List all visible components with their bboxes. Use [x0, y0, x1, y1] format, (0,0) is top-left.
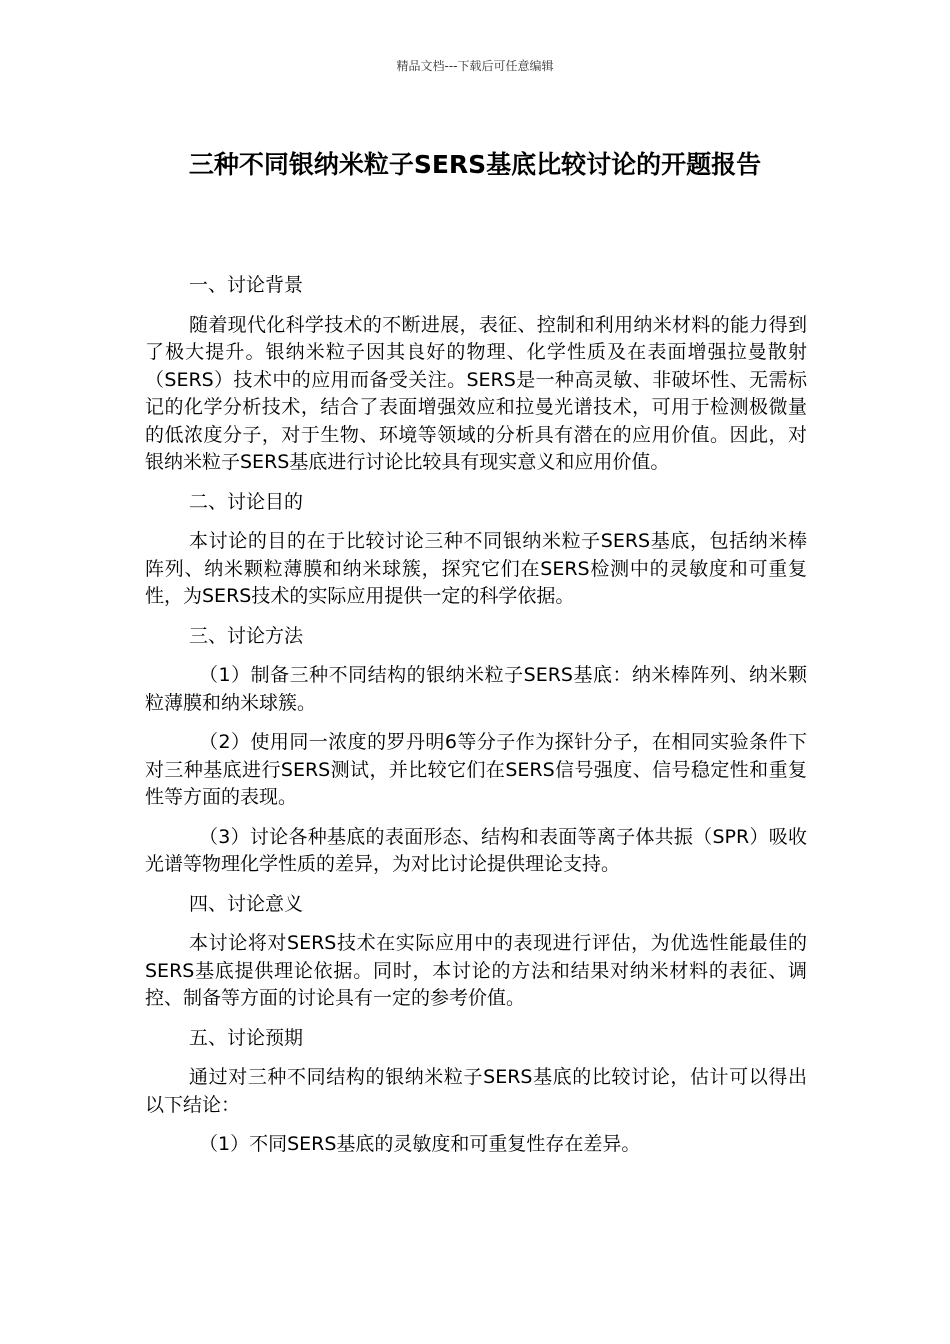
paragraph-background: 随着现代化科学技术的不断进展，表征、控制和利用纳米材料的能力得到了极大提升。银纳米粒子因其良好的物理、化学性质及在表面增强拉曼散射（SERS）技术中的应用而备受关注。SERS是一种高灵敏、非破坏性、无需标记的化学分析技术，结合了表面增强效应和拉曼光谱技术，可用于检测极微量的低浓度分子，对于生物、环境等领域的分析具有潜在的应用价值。因此，对银纳米粒子SERS基底进行讨论比较具有现实意义和应用价值。 [145, 313, 807, 473]
section-heading-expectation: 五、讨论预期 [189, 1026, 304, 1049]
section-heading-purpose: 二、讨论目的 [189, 490, 304, 513]
method-item-3: （3）讨论各种基底的表面形态、结构和表面等离子体共振（SPR）吸收光谱等物理化学性质的差异，为对比讨论提供理论支持。 [145, 825, 807, 875]
document-body [145, 272, 807, 1171]
section-heading-background: 一、讨论背景 [189, 274, 304, 296]
method-item-1: （1）制备三种不同结构的银纳米粒子SERS基底：纳米棒阵列、纳米颗粒薄膜和纳米球簇。 [145, 664, 807, 714]
method-item-2: （2）使用同一浓度的罗丹明6等分子作为探针分子，在相同实验条件下对三种基底进行SERS测试，并比较它们在SERS信号强度、信号稳定性和重复性等方面的表现。 [145, 731, 807, 808]
paragraph-significance: 本讨论将对SERS技术在实际应用中的表现进行评估，为优选性能最佳的SERS基底提供理论依据。同时，本讨论的方法和结果对纳米材料的表征、调控、制备等方面的讨论具有一定的参考价值。 [145, 932, 807, 1009]
expectation-item-1: （1）不同SERS基底的灵敏度和可重复性存在差异。 [199, 1133, 641, 1155]
paragraph-expectation: 通过对三种不同结构的银纳米粒子SERS基底的比较讨论，估计可以得出以下结论： [145, 1066, 807, 1116]
page-header: 精品文档---下载后可任意编辑 [396, 59, 554, 73]
paragraph-purpose: 本讨论的目的在于比较讨论三种不同银纳米粒子SERS基底，包括纳米棒阵列、纳米颗粒薄膜和纳米球簇，探究它们在SERS检测中的灵敏度和可重复性，为SERS技术的实际应用提供一定的科学依据。 [145, 530, 807, 607]
section-heading-significance: 四、讨论意义 [189, 892, 304, 915]
section-heading-method: 三、讨论方法 [189, 624, 304, 647]
document-title: 三种不同银纳米粒子SERS基底比较讨论的开题报告 [188, 150, 762, 179]
